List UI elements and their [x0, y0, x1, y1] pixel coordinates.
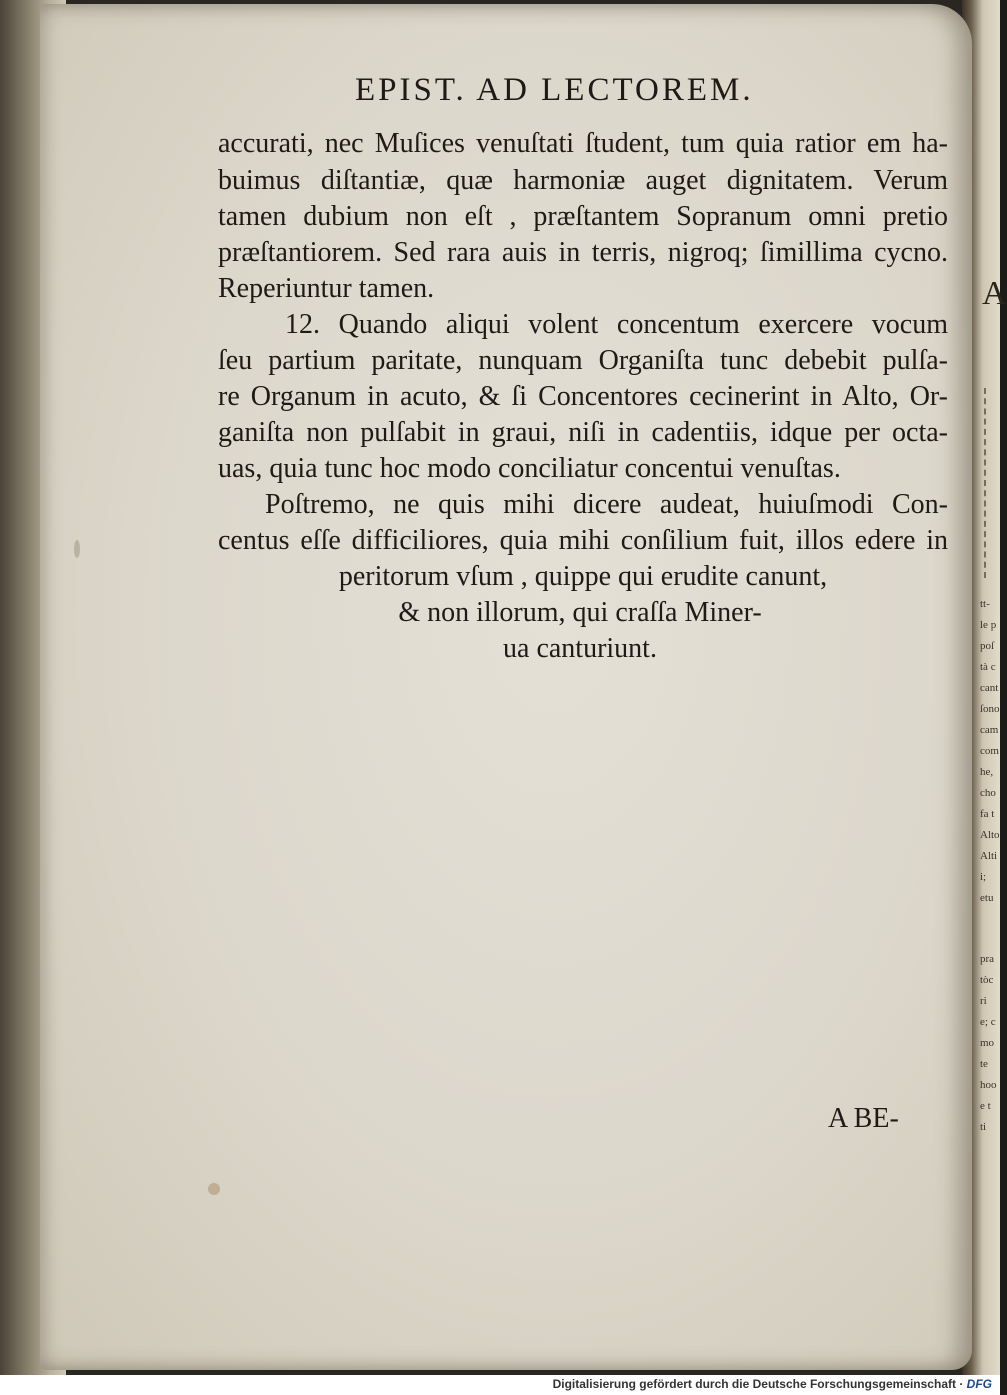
facing-page-fragment: hoo — [980, 1079, 997, 1091]
facing-page-fragment: e; c — [980, 1016, 996, 1028]
facing-page-fragment: ri — [980, 995, 987, 1007]
facing-page-ornament — [984, 388, 1002, 578]
running-head: EPIST. AD LECTOREM. — [355, 72, 754, 108]
text-line: Reperiuntur tamen. — [218, 273, 435, 304]
text-line: buimus diſtantiæ, quæ harmoniæ auget dignitatem. Verum — [218, 165, 948, 196]
text-line: uas, quia tunc hoc modo conciliatur concentui venuſtas. — [218, 453, 841, 484]
text-line: centus eſſe difficiliores, quia mihi conſilium fuit, illos edere in — [218, 525, 948, 556]
ink-stain — [208, 1183, 220, 1195]
text-line: ſeu partium paritate, nunquam Organiſta tunc debebit pulſa- — [218, 345, 948, 376]
facing-page-fragment: pra — [980, 953, 995, 965]
facing-page-fragment: e t — [980, 1100, 991, 1112]
facing-page-initial: A — [982, 275, 1007, 312]
footer-credit-text: Digitalisierung gefördert durch die Deutsche Forschungsgemeinschaft · — [552, 1377, 964, 1391]
page-mark — [74, 540, 80, 558]
facing-page-fragment: Alti — [980, 850, 998, 862]
facing-page-fragment: etu — [980, 892, 994, 904]
facing-page-fragment: le p — [980, 619, 997, 631]
text-line: accurati, nec Muſices venuſtati ſtudent, tum quia ratior em ha- — [218, 128, 948, 159]
text-line: re Organum in acuto, & ſi Concentores cecinerint in Alto, Or- — [218, 381, 948, 412]
text-line: præſtantiorem. Sed rara auis in terris, nigroq; ſimillima cycno. — [218, 237, 948, 268]
facing-page-fragment: tà c — [980, 661, 996, 673]
facing-page-fragment: cho — [980, 787, 996, 799]
dfg-logo: DFG — [966, 1377, 992, 1391]
facing-page-fragment: te — [980, 1058, 988, 1070]
facing-page-fragment: fa t — [980, 808, 995, 820]
text-line: ua canturiunt. — [503, 633, 657, 664]
facing-page-fragment: com — [980, 745, 999, 757]
catchword: A BE- — [828, 1103, 899, 1134]
footer-credit — [553, 1377, 992, 1391]
paragraph-number-line: 12. Quando aliqui volent concentum exercere vocum — [285, 309, 948, 340]
facing-page-fragment: tt- — [980, 598, 990, 610]
facing-page-fragment: he, — [980, 766, 994, 778]
facing-page-fragment: poſ — [980, 640, 995, 652]
text-line: peritorum vſum , quippe qui erudite canunt, — [338, 561, 828, 592]
facing-page-fragment: cant — [980, 682, 999, 694]
facing-page-fragment: Alto — [980, 829, 1000, 841]
facing-page-fragment: i; — [980, 871, 987, 883]
facing-page-fragment: ſono — [980, 703, 1000, 715]
text-line: Poſtremo, ne quis mihi dicere audeat, huiuſmodi Con- — [265, 489, 948, 520]
facing-page-fragment: ti — [980, 1121, 987, 1133]
text-line: & non illorum, qui craſſa Miner- — [398, 597, 762, 628]
text-line: ganiſta non pulſabit in graui, niſi in cadentiis, idque per octa- — [218, 417, 948, 448]
facing-page-fragment: tòc — [980, 974, 994, 986]
facing-page-fragment: cam — [980, 724, 999, 736]
text-line: tamen dubium non eſt , præſtantem Sopranum omni pretio — [218, 201, 948, 232]
facing-page-fragment: mo — [980, 1037, 995, 1049]
